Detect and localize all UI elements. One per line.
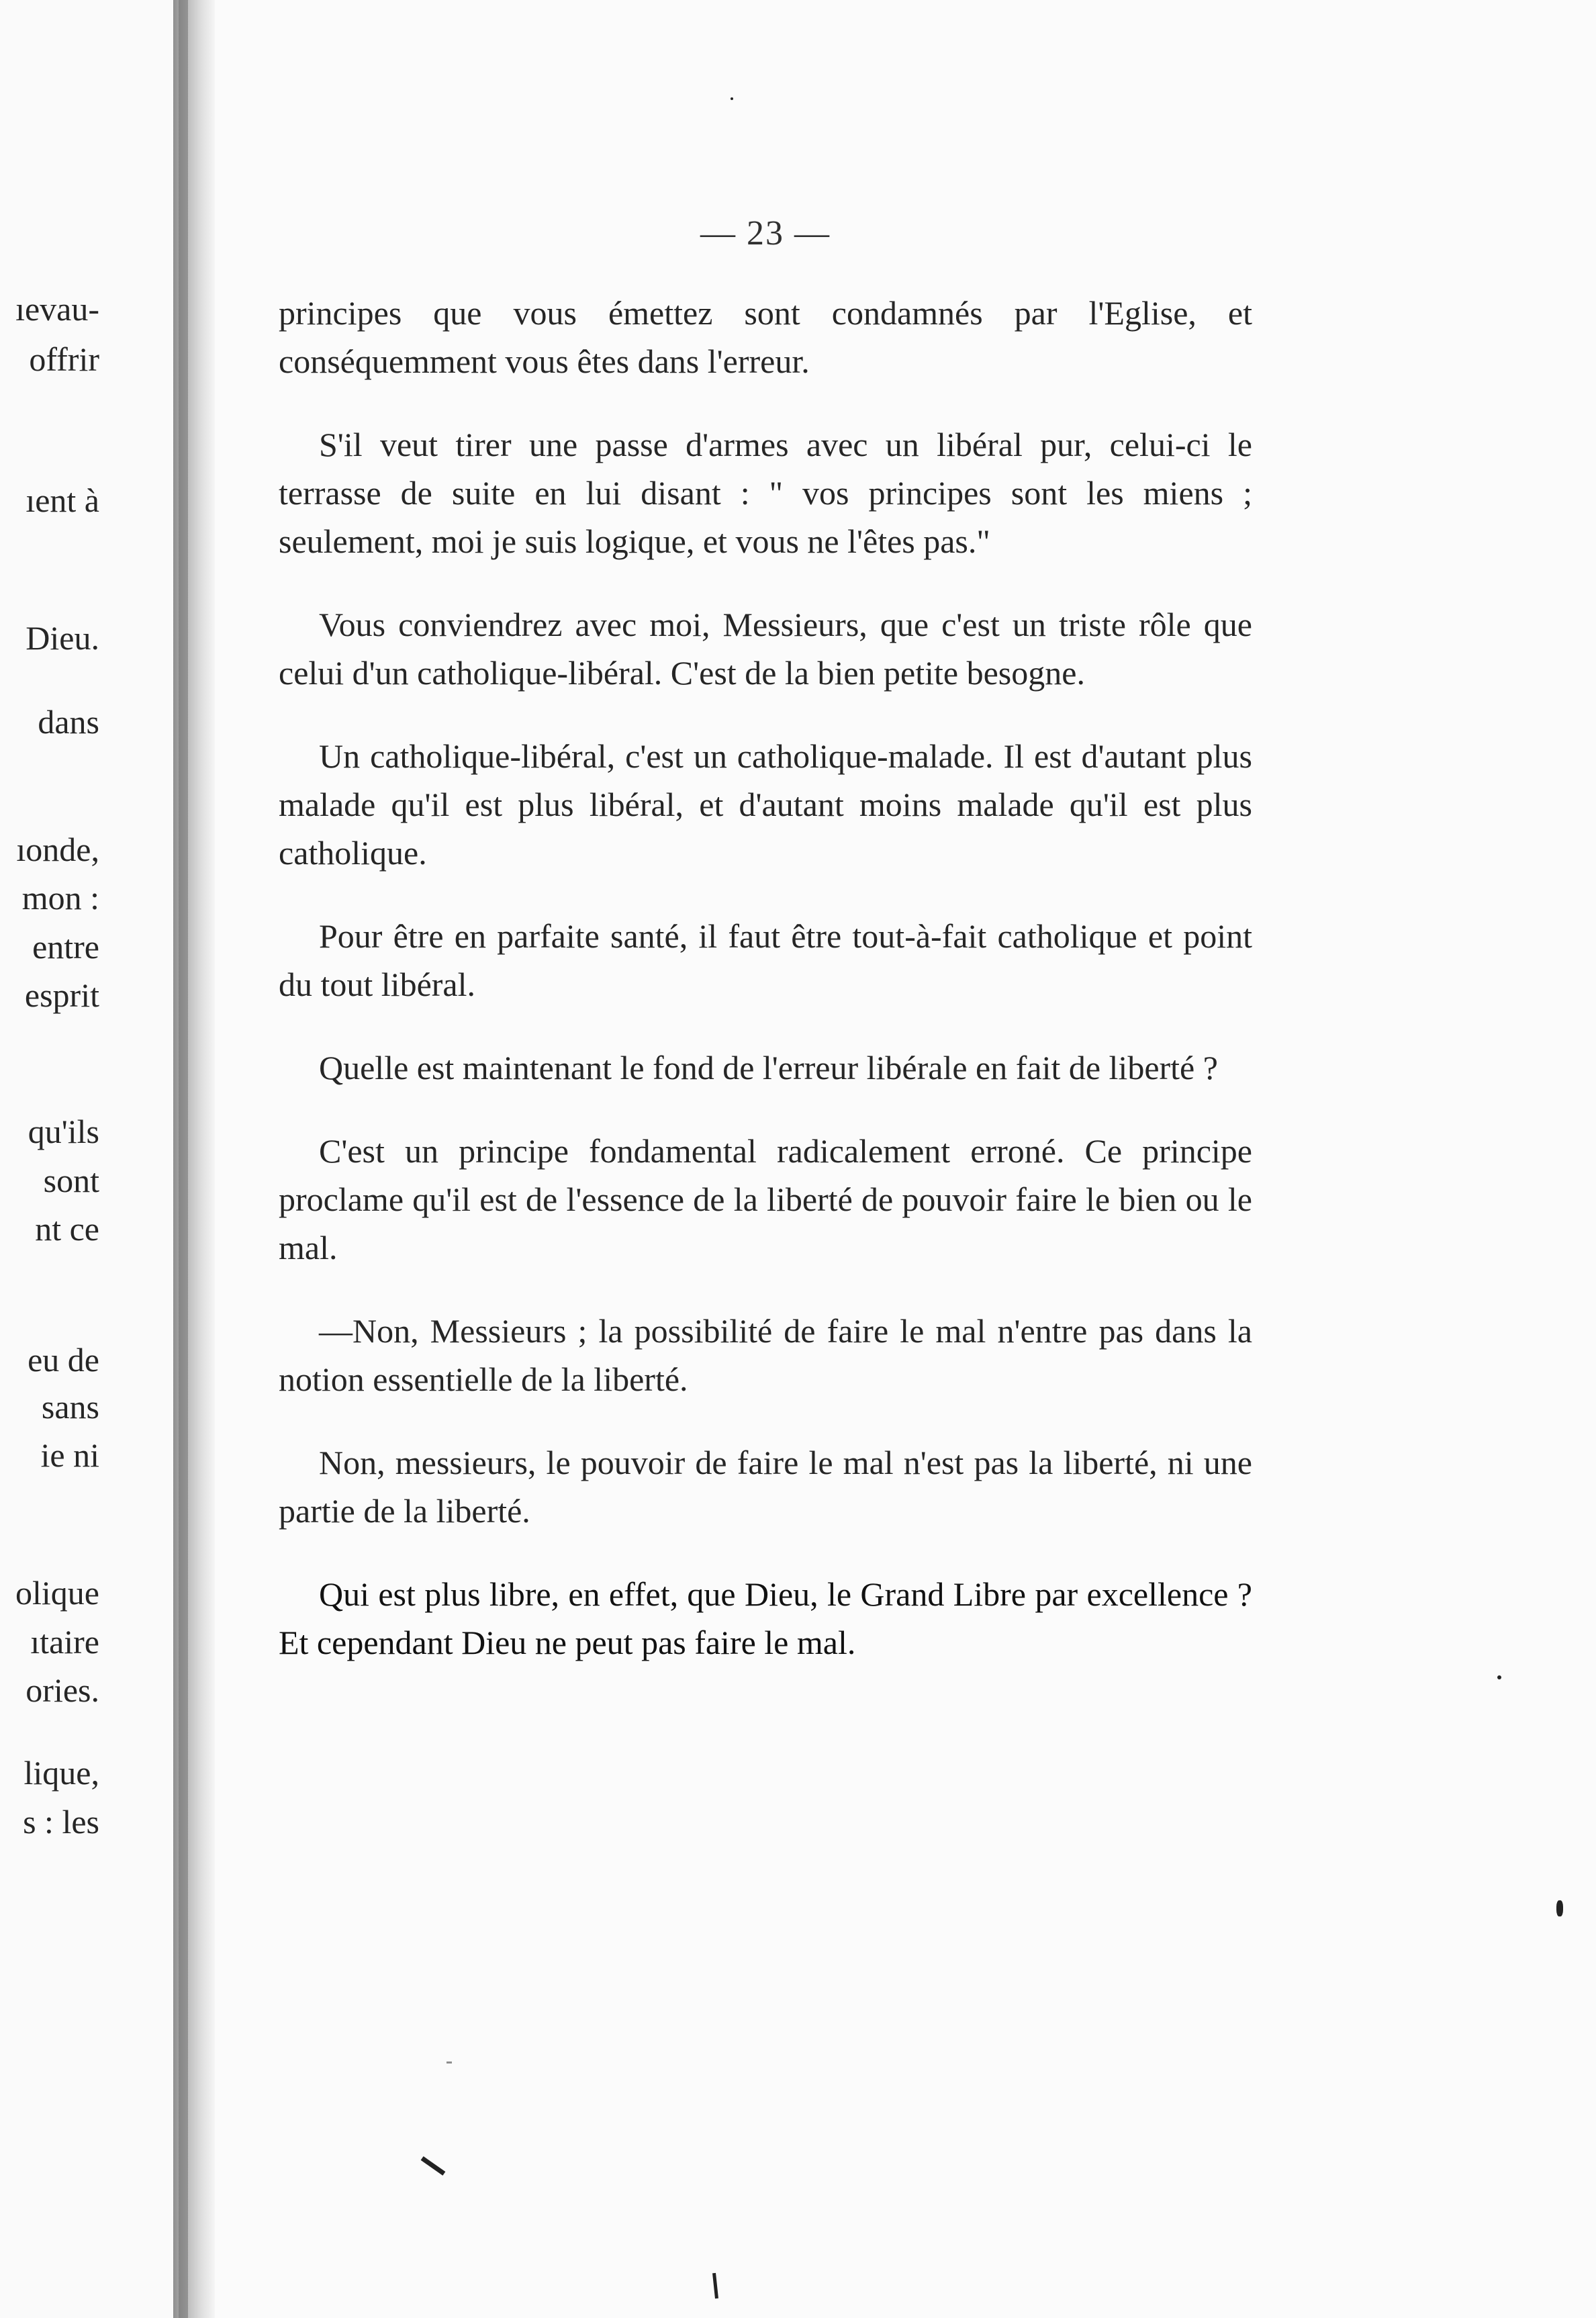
previous-page-line: ıent à [26, 481, 99, 519]
previous-page-line: qu'ils [28, 1113, 99, 1150]
paragraph: Quelle est maintenant le fond de l'erreur libérale en fait de liberté ? [319, 1049, 1218, 1086]
previous-page-line: s : les [23, 1803, 99, 1841]
paragraph: Non, messieurs, le pouvoir de faire le mal n'est pas la liberté, ni une partie de la liberté. [279, 1444, 1252, 1530]
paragraph: Un catholique-libéral, c'est un catholique-malade. Il est d'autant plus malade qu'il est plus libéral, et d'autant moins malade qu'il est plus catholique. [279, 737, 1252, 872]
ink-speck [447, 2061, 452, 2064]
paragraph: S'il veut tirer une passe d'armes avec un libéral pur, celui-ci le terrasse de suite en lui disant : " vos principes sont les miens ; seulement, moi je suis logique, et vous ne l'êtes pas." [279, 426, 1252, 560]
ink-speck [731, 97, 733, 100]
previous-page-line: ie ni [40, 1436, 99, 1474]
gutter-shadow [179, 0, 188, 2318]
previous-page-line: Dieu. [26, 619, 99, 657]
previous-page-line: lique, [24, 1754, 99, 1792]
paragraph: C'est un principe fondamental radicalement erroné. Ce principe proclame qu'il est de l'essence de la liberté de pouvoir faire le bien ou le mal. [279, 1132, 1252, 1266]
paragraph: Pour être en parfaite santé, il faut être tout-à-fait catholique et point du tout libéral. [279, 917, 1252, 1003]
previous-page-line: sont [43, 1162, 99, 1199]
paragraph: Qui est plus libre, en effet, que Dieu, le Grand Libre par excellence ? Et cependant Dieu ne peut pas faire le mal. [279, 1575, 1252, 1661]
previous-page-margin [0, 0, 173, 2318]
page-body [279, 289, 1252, 1702]
previous-page-line: dans [38, 703, 99, 741]
previous-page-line: sans [41, 1388, 99, 1426]
paragraph: principes que vous émettez sont condamnés par l'Eglise, et conséquemment vous êtes dans l'erreur. [279, 294, 1252, 380]
paragraph: Vous conviendrez avec moi, Messieurs, que c'est un triste rôle que celui d'un catholique-libéral. C'est de la bien petite besogne. [279, 606, 1252, 692]
previous-page-line: ories. [26, 1671, 99, 1709]
page-number: — 23 — [700, 214, 831, 252]
previous-page-line: ıonde, [16, 831, 99, 868]
ink-speck [712, 2273, 718, 2299]
previous-page-line: esprit [24, 976, 99, 1014]
paragraph: —Non, Messieurs ; la possibilité de faire le mal n'entre pas dans la notion essentielle de la liberté. [279, 1312, 1252, 1398]
previous-page-line: olique [15, 1574, 99, 1612]
ink-speck [1497, 1675, 1501, 1679]
page-header [279, 0, 1252, 269]
previous-page-line: ıtaire [30, 1623, 99, 1661]
previous-page-line: offrir [29, 340, 99, 378]
ink-speck [421, 2156, 446, 2176]
previous-page-line: mon : [21, 879, 99, 917]
previous-page-line: eu de [28, 1341, 99, 1379]
ink-speck [1556, 1900, 1563, 1916]
previous-page-line: ıevau- [15, 290, 99, 328]
previous-page-line: nt ce [35, 1210, 99, 1248]
previous-page-line: entre [32, 928, 99, 966]
